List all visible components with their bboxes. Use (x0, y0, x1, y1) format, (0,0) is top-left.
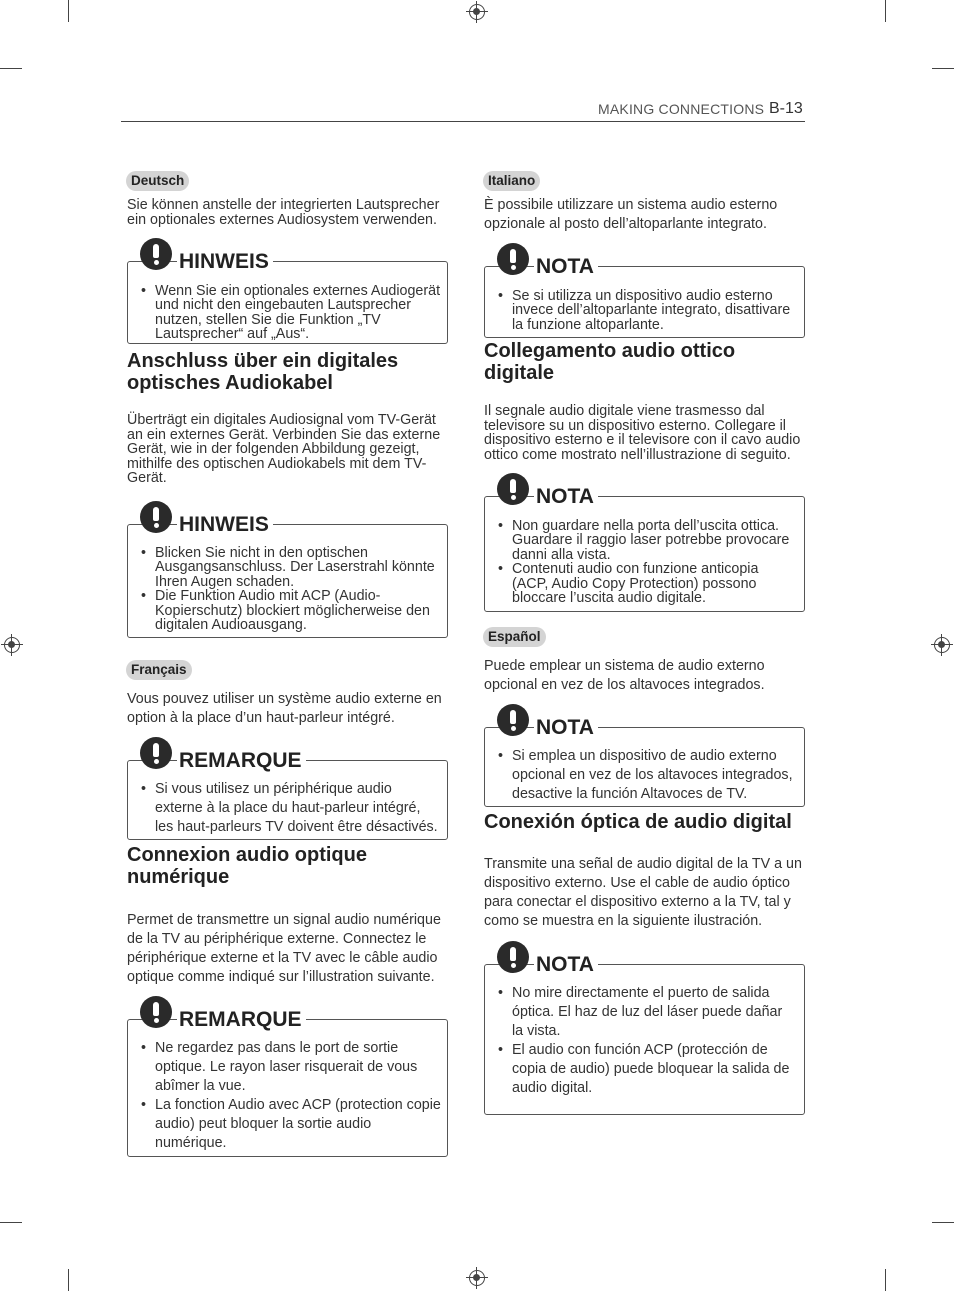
italiano-intro: È possibile utilizzare un sistema audio esterno opzionale al posto dell’altoparlante integrato. (484, 197, 778, 232)
crop-mark (932, 68, 954, 69)
francais-heading: Connexion audio optique numérique (127, 844, 367, 888)
crop-mark (885, 0, 886, 22)
note-list (498, 984, 796, 1098)
espanol-body: Transmite una señal de audio digital de la TV a un dispositivo externo. Use el cable de audio óptico para conectar el dispositivo externo a la TV, tal y como se muestra en la siguiente ilustración. (484, 856, 802, 929)
note-title: NOTA (534, 716, 598, 740)
francais-body: Permet de transmettre un signal audio numérique de la TV au périphérique externe. Connectez le périphérique externe et la TV avec le câble audio optique comme indiqué sur l’illustration suivante. (127, 912, 441, 985)
warning-icon (140, 238, 172, 270)
note-title: REMARQUE (177, 749, 306, 773)
francais-note-1 (127, 749, 448, 840)
language-badge-deutsch: Deutsch (126, 171, 189, 191)
registration-mark-icon (4, 637, 20, 653)
list-item: • Non guardare nella porta dell’uscita ottica. Guardare il raggio laser potrebbe provocare danni alla vista. (498, 519, 798, 562)
list-item: • Contenuti audio con funzione anticopia (ACP, Audio Copy Protection) possono bloccare l’uscita audio digitale. (498, 562, 798, 605)
warning-icon (497, 243, 529, 275)
deutsch-heading: Anschluss über ein digitales optisches Audiokabel (127, 350, 399, 394)
warning-icon (497, 704, 529, 736)
note-title: HINWEIS (177, 513, 273, 537)
italiano-note-2 (484, 485, 805, 612)
warning-icon (140, 501, 172, 533)
espanol-note-2 (484, 953, 805, 1115)
espanol-intro: Puede emplear un sistema de audio externo opcional en vez de los altavoces integrados. (484, 658, 765, 693)
page-number: B-13 (769, 100, 803, 117)
list-item: • Si vous utilisez un périphérique audio externe à la place du haut-parleur intégré, les haut-parleurs TV doivent être désactivés. (141, 780, 441, 837)
section-title: MAKING CONNECTIONS (598, 101, 765, 117)
note-list (141, 284, 441, 342)
note-title: NOTA (534, 953, 598, 977)
registration-mark-icon (469, 4, 485, 20)
warning-icon (497, 473, 529, 505)
note-list (498, 747, 798, 804)
registration-mark-icon (469, 1270, 485, 1286)
crop-mark (932, 1222, 954, 1223)
francais-note-2 (127, 1008, 448, 1157)
note-title: REMARQUE (177, 1008, 306, 1032)
crop-mark (0, 68, 22, 69)
italiano-note-1 (484, 255, 805, 338)
language-badge-francais: Français (126, 660, 192, 680)
language-badge-italiano: Italiano (483, 171, 540, 191)
list-item: • La fonction Audio avec ACP (protection copie audio) peut bloquer la sortie audio numérique. (141, 1096, 441, 1153)
language-badge-espanol: Español (483, 627, 546, 647)
list-item: • Se si utilizza un dispositivo audio esterno invece dell’altoparlante integrato, disattivare la funzione altoparlante. (498, 289, 798, 332)
espanol-heading: Conexión óptica de audio digital (484, 811, 792, 833)
crop-mark (68, 1269, 69, 1291)
list-item: • Die Funktion Audio mit ACP (Audio-Kopierschutz) blockiert möglicherweise den digitalen Audioausgang. (141, 589, 441, 632)
note-list (141, 780, 441, 837)
crop-mark (885, 1269, 886, 1291)
note-list (498, 289, 798, 332)
note-title: NOTA (534, 485, 598, 509)
deutsch-body: Überträgt ein digitales Audiosignal vom TV-Gerät an ein externes Gerät. Verbinden Sie das externe Gerät, wie in der folgenden Abbildung gezeigt, mithilfe des optischen Audiokabels mit dem TV-Gerät. (127, 412, 441, 487)
note-title: HINWEIS (177, 250, 273, 274)
list-item: • Si emplea un dispositivo de audio externo opcional en vez de los altavoces integrados, desactive la función Altavoces de TV. (498, 747, 798, 804)
francais-intro: Vous pouvez utiliser un système audio externe en option à la place d’un haut-parleur intégré. (127, 691, 442, 726)
espanol-note-1 (484, 716, 805, 807)
deutsch-note-2 (127, 513, 448, 638)
list-item: • Wenn Sie ein optionales externes Audiogerät und nicht den eingebauten Lautsprecher nutzen, stellen Sie die Funktion „TV Lautsprecher“ auf „Aus“. (141, 284, 441, 342)
note-list (141, 1039, 441, 1153)
italiano-heading: Collegamento audio ottico digitale (484, 340, 736, 384)
deutsch-intro: Sie können anstelle der integrierten Lautsprecher ein optionales externes Audiosystem verwenden. (127, 197, 440, 228)
list-item: • Blicken Sie nicht in den optischen Ausgangsanschluss. Der Laserstrahl könnte Ihren Augen schaden. (141, 546, 441, 589)
registration-mark-icon (934, 637, 950, 653)
warning-icon (140, 996, 172, 1028)
list-item: • Ne regardez pas dans le port de sortie optique. Le rayon laser risquerait de vous abîmer la vue. (141, 1039, 441, 1096)
list-item: • No mire directamente el puerto de salida óptica. El haz de luz del láser puede dañar la vista. (498, 984, 796, 1041)
deutsch-note-1 (127, 250, 448, 344)
header-divider (121, 121, 805, 122)
note-list (141, 546, 441, 632)
warning-icon (497, 941, 529, 973)
crop-mark (0, 1222, 22, 1223)
note-title: NOTA (534, 255, 598, 279)
italiano-body: Il segnale audio digitale viene trasmesso dal televisore su un dispositivo esterno. Collegare il dispositivo esterno e il televisore con il cavo audio ottico come mostrato nell’illustrazione di seguito. (484, 403, 801, 463)
note-list (498, 519, 798, 605)
warning-icon (140, 737, 172, 769)
list-item: • El audio con función ACP (protección de copia de audio) puede bloquear la salida de audio digital. (498, 1041, 796, 1098)
crop-mark (68, 0, 69, 22)
